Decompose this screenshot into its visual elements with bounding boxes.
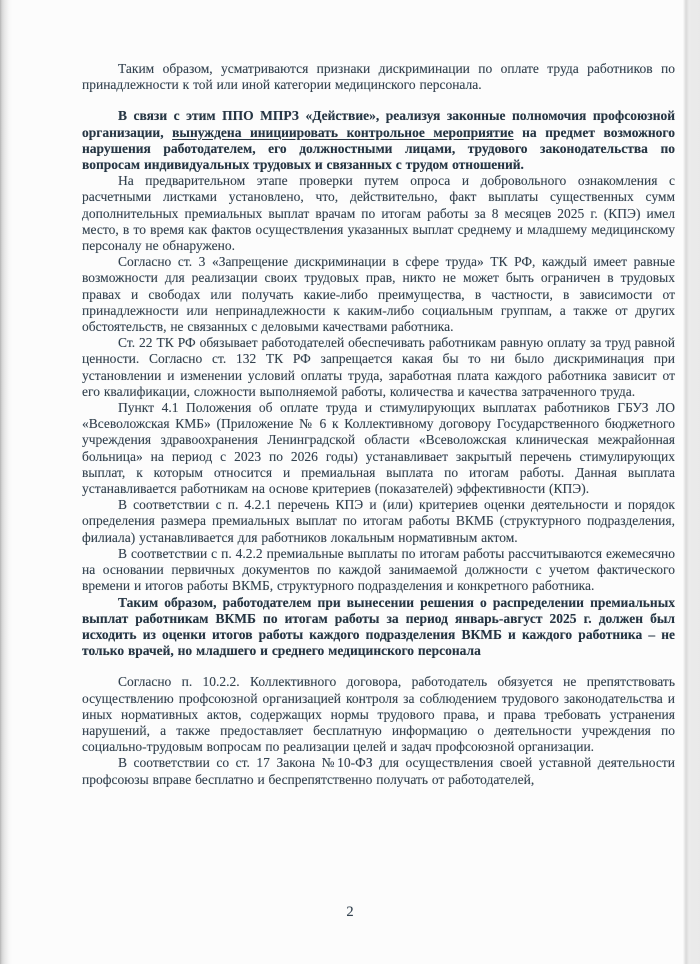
text-run: Согласно п. 10.2.2. Коллективного договора, работодатель обязуется не препятствовать осуществлению профсоюзной организацией контроля за соблюдением трудового законодательства и иных нормативных актов, содержащих нормы трудового права, и права требовать устранения нарушений, а также предоставляет бесплатную информацию о деятельности учреждения по социально-трудовым вопросам по реализации целей и задач профсоюзной организации. <box>82 674 675 755</box>
paragraph <box>82 254 675 335</box>
paragraph <box>82 595 675 660</box>
text-run: на предмет возможного нарушения работодателем, его должностными лицами, трудового законодательства по вопросам индивидуальных трудовых и связанных с трудом отношений. <box>82 124 675 173</box>
text-run: Ст. 22 ТК РФ обязывает работодателей обеспечивать работникам равную оплату за труд равной ценности. Согласно ст. 132 ТК РФ запрещается какая бы то ни было дискриминация при установлении и изменении условий оплаты труда, заработная плата каждого работника зависит от его квалификации, сложности выполняемой работы, количества и качества затраченного труда. <box>82 335 675 399</box>
text-run: В соответствии со ст. 17 Закона №10-ФЗ для осуществления своей уставной деятельности профсоюзы вправе бесплатно и беспрепятственно получать от работодателей, <box>82 755 675 787</box>
paragraph <box>82 61 675 93</box>
scan-edge-right <box>683 0 700 964</box>
text-run: На предварительном этапе проверки путем опроса и добровольного ознакомления с расчетными листками установлено, что, действительно, факт выплаты существенных сумм дополнительных премиальных выплат врачам по итогам работы за 8 месяцев 2025 г. (КПЭ) имел место, в то время как фактов осуществления указанных выплат среднему и младшему медицинскому персоналу не обнаружено. <box>82 173 675 254</box>
paragraph <box>82 400 675 497</box>
paragraph <box>82 674 675 755</box>
paragraph <box>82 497 675 546</box>
paragraph <box>82 546 675 595</box>
paragraph <box>82 173 675 254</box>
page-number: 2 <box>346 904 354 920</box>
text-run: Согласно ст. 3 «Запрещение дискриминации в сфере труда» ТК РФ, каждый имеет равные возможности для реализации своих трудовых прав, никто не может быть ограничен в трудовых правах и свободах или получать какие-либо преимущества, в частности, в зависимости от принадлежности или непринадлежности к каким-либо социальным группам, а также от других обстоятельств, не связанных с деловыми качествами работника. <box>82 254 675 335</box>
paragraph <box>82 755 675 787</box>
text-run: В соответствии с п. 4.2.1 перечень КПЭ и (или) критериев оценки деятельности и порядок определения размера премиальных выплат по итогам работы ВКМБ (структурного подразделения, филиала) устанавливается для работников локальным нормативным актом. <box>82 497 675 545</box>
paragraph <box>82 108 675 173</box>
text-run: вынуждена инициировать контрольное мероприятие <box>172 124 514 140</box>
document-body <box>82 61 675 788</box>
scan-edge-left <box>0 0 12 964</box>
text-run: Таким образом, усматриваются признаки дискриминации по оплате труда работников по принадлежности к той или иной категории медицинского персонала. <box>82 61 675 93</box>
text-run: В связи с этим ППО МПРЗ «Действие», реализуя законные полномочия профсоюзной организации, <box>82 108 675 140</box>
text-run: В соответствии с п. 4.2.2 премиальные выплаты по итогам работы рассчитываются ежемесячно на основании первичных документов по каждой занимаемой должности с учетом фактического времени и итогов работы ВКМБ, структурного подразделения и конкретного работника. <box>82 545 675 594</box>
text-run: Таким образом, работодателем при вынесении решения о распределении премиальных выплат работникам ВКМБ по итогам работы за период январь-август 2025 г. должен был исходить из оценки итогов работы каждого подразделения ВКМБ и каждого работника – не только врачей, но младшего и среднего медицинского персонала <box>82 594 675 659</box>
paragraph <box>82 335 675 400</box>
text-run: Пункт 4.1 Положения об оплате труда и стимулирующих выплатах работников ГБУЗ ЛО «Всеволожская КМБ» (Приложение № 6 к Коллективному договору Государственного бюджетного учреждения здравоохранения Ленинградской области «Всеволожская клиническая межрайонная больница» на период с 2023 по 2026 годы) устанавливает закрытый перечень стимулирующих выплат, к которым относится и премиальная выплата по итогам работы. Данная выплата устанавливается работникам на основе критериев (показателей) эффективности (КПЭ). <box>82 400 675 497</box>
